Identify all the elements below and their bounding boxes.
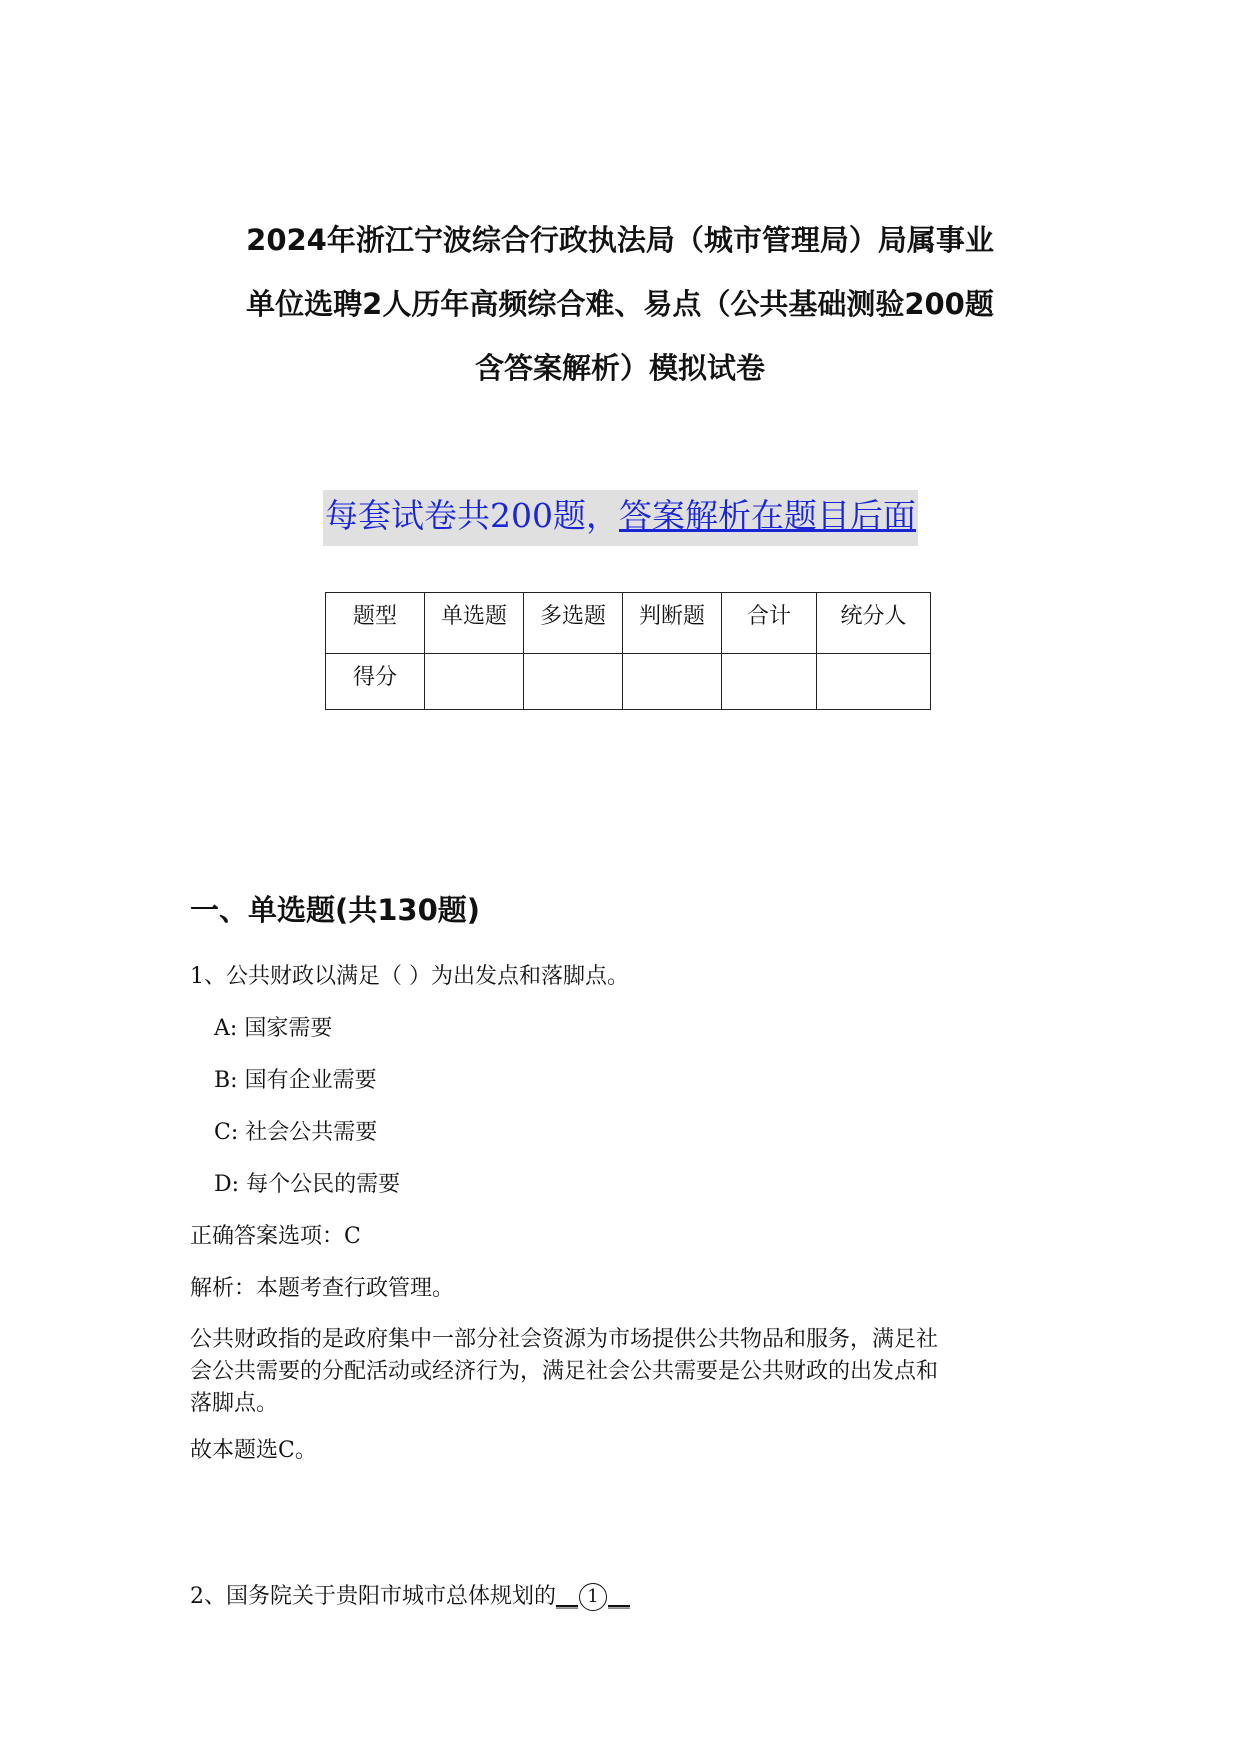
- score-table-header-row: [326, 593, 931, 654]
- score-table-score-row: [326, 654, 931, 710]
- option-d-text: 每个公民的需要: [246, 1172, 401, 1197]
- score-table: [325, 592, 931, 710]
- header-cell-scorer: 统分人: [817, 593, 931, 654]
- conclusion: 故本题选C。: [190, 1438, 317, 1463]
- explanation-paragraph: [190, 1324, 1050, 1420]
- title-line-3: 含答案解析）模拟试卷: [474, 351, 765, 385]
- score-cell-true-false: [623, 654, 722, 710]
- circled-number-one: 1: [579, 1583, 607, 1611]
- explanation-line-3: 落脚点。: [190, 1391, 279, 1416]
- score-cell-single-choice: [425, 654, 524, 710]
- section-title: 一、单选题(共130题): [190, 893, 481, 927]
- header-cell-true-false: 判断题: [623, 593, 722, 654]
- option-d: [190, 1168, 1050, 1220]
- banner-prefix: 每套试卷共200题，: [325, 496, 619, 535]
- analysis-heading: 解析：本题考查行政管理。: [190, 1276, 455, 1301]
- option-d-label: D:: [214, 1172, 240, 1197]
- score-cell-scorer: [817, 654, 931, 710]
- answer-analysis-link[interactable]: 答案解析在题目后面: [619, 496, 916, 535]
- option-b: [190, 1064, 1050, 1116]
- option-a: [190, 1012, 1050, 1064]
- option-c-text: 社会公共需要: [245, 1120, 378, 1145]
- option-a-text: 国家需要: [244, 1016, 333, 1041]
- score-row-label: 得分: [326, 654, 425, 710]
- blank-left: __: [556, 1584, 578, 1609]
- blank-right: __: [608, 1584, 630, 1609]
- banner-container: [0, 490, 1241, 546]
- question-1-stem: 1、公共财政以满足（ ）为出发点和落脚点。: [190, 964, 629, 989]
- correct-answer: 正确答案选项：C: [190, 1224, 361, 1249]
- title-line-1: 2024年浙江宁波综合行政执法局（城市管理局）局属事业: [246, 223, 994, 257]
- option-c: [190, 1116, 1050, 1168]
- header-cell-total: 合计: [722, 593, 817, 654]
- question-2-stem: 2、国务院关于贵阳市城市总体规划的: [190, 1584, 556, 1609]
- document-title: [190, 208, 1050, 400]
- option-a-label: A:: [214, 1016, 238, 1041]
- header-cell-single-choice: 单选题: [425, 593, 524, 654]
- header-cell-multi-choice: 多选题: [524, 593, 623, 654]
- banner: [323, 490, 918, 546]
- score-cell-total: [722, 654, 817, 710]
- option-b-label: B:: [214, 1068, 238, 1093]
- explanation-line-2: 会公共需要的分配活动或经济行为，满足社会公共需要是公共财政的出发点和: [190, 1359, 939, 1384]
- explanation-line-1: 公共财政指的是政府集中一部分社会资源为市场提供公共物品和服务，满足社: [190, 1327, 939, 1352]
- question-2: [190, 1580, 1050, 1614]
- score-cell-multi-choice: [524, 654, 623, 710]
- question-1: [190, 960, 1050, 1486]
- header-cell-type: 题型: [326, 593, 425, 654]
- option-c-label: C:: [214, 1120, 239, 1145]
- option-b-text: 国有企业需要: [244, 1068, 377, 1093]
- title-line-2: 单位选聘2人历年高频综合难、易点（公共基础测验200题: [246, 287, 994, 321]
